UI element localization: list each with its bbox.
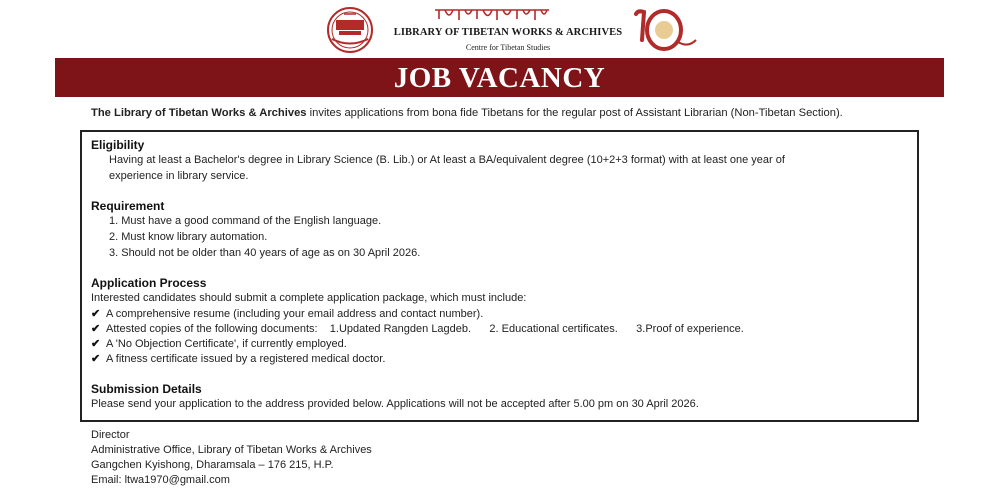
requirement-item: 3. Should not be older than 40 years of age as on 30 April 2026. — [109, 247, 421, 259]
application-item-text: A 'No Objection Certificate', if currently employed. — [106, 338, 347, 350]
org-subtitle: Centre for Tibetan Studies — [465, 43, 551, 52]
checkmark-icon: ✔ — [91, 338, 101, 350]
requirement-heading: Requirement — [91, 199, 165, 213]
intro-text: invites applications from bona fide Tibetans for the regular post of Assistant Librarian (Non-Tibetan Section). — [306, 107, 843, 119]
letterhead — [0, 0, 1000, 58]
address-line: Gangchen Kyishong, Dharamsala – 176 215, H.P. — [91, 459, 334, 471]
eligibility-line-2: experience in library service. — [109, 170, 249, 182]
tibetan-script-title — [433, 6, 551, 24]
checkmark-icon: ✔ — [91, 323, 101, 335]
intro-paragraph — [91, 107, 843, 119]
application-item — [91, 322, 744, 335]
address-line: Administrative Office, Library of Tibetan Works & Archives — [91, 444, 372, 456]
anniversary-logo — [630, 6, 700, 54]
address-line: Director — [91, 429, 130, 441]
intro-org-name: The Library of Tibetan Works & Archives — [91, 107, 307, 119]
application-intro: Interested candidates should submit a complete application package, which must include: — [91, 292, 527, 304]
org-name: LIBRARY OF TIBETAN WORKS & ARCHIVES — [393, 27, 623, 38]
checkmark-icon: ✔ — [91, 353, 101, 365]
application-heading: Application Process — [91, 276, 207, 290]
application-item — [91, 307, 483, 320]
job-vacancy-banner — [55, 58, 944, 97]
checkmark-icon: ✔ — [91, 308, 101, 320]
submission-text: Please send your application to the address provided below. Applications will not be accepted after 5.00 pm on 30 April 2026. — [91, 398, 699, 410]
email-address: Email: ltwa1970@gmail.com — [91, 474, 230, 486]
application-item-text: Attested copies of the following documents: 1.Updated Rangden Lagdeb. 2. Educational certificates. 3.Proof of experience. — [106, 323, 744, 335]
application-item-text: A comprehensive resume (including your email address and contact number). — [106, 308, 484, 320]
application-item-text: A fitness certificate issued by a registered medical doctor. — [106, 353, 386, 365]
requirement-item: 1. Must have a good command of the English language. — [109, 215, 382, 227]
ltwa-emblem-logo — [322, 6, 378, 54]
submission-heading: Submission Details — [91, 382, 202, 396]
application-item — [91, 337, 347, 350]
banner-title: JOB VACANCY — [393, 62, 606, 94]
application-item — [91, 352, 385, 365]
eligibility-heading: Eligibility — [91, 138, 145, 152]
eligibility-line-1: Having at least a Bachelor's degree in Library Science (B. Lib.) or At least a BA/equivalent degree (10+2+3 format) with at least one year of — [109, 154, 785, 166]
requirement-item: 2. Must know library automation. — [109, 231, 268, 243]
